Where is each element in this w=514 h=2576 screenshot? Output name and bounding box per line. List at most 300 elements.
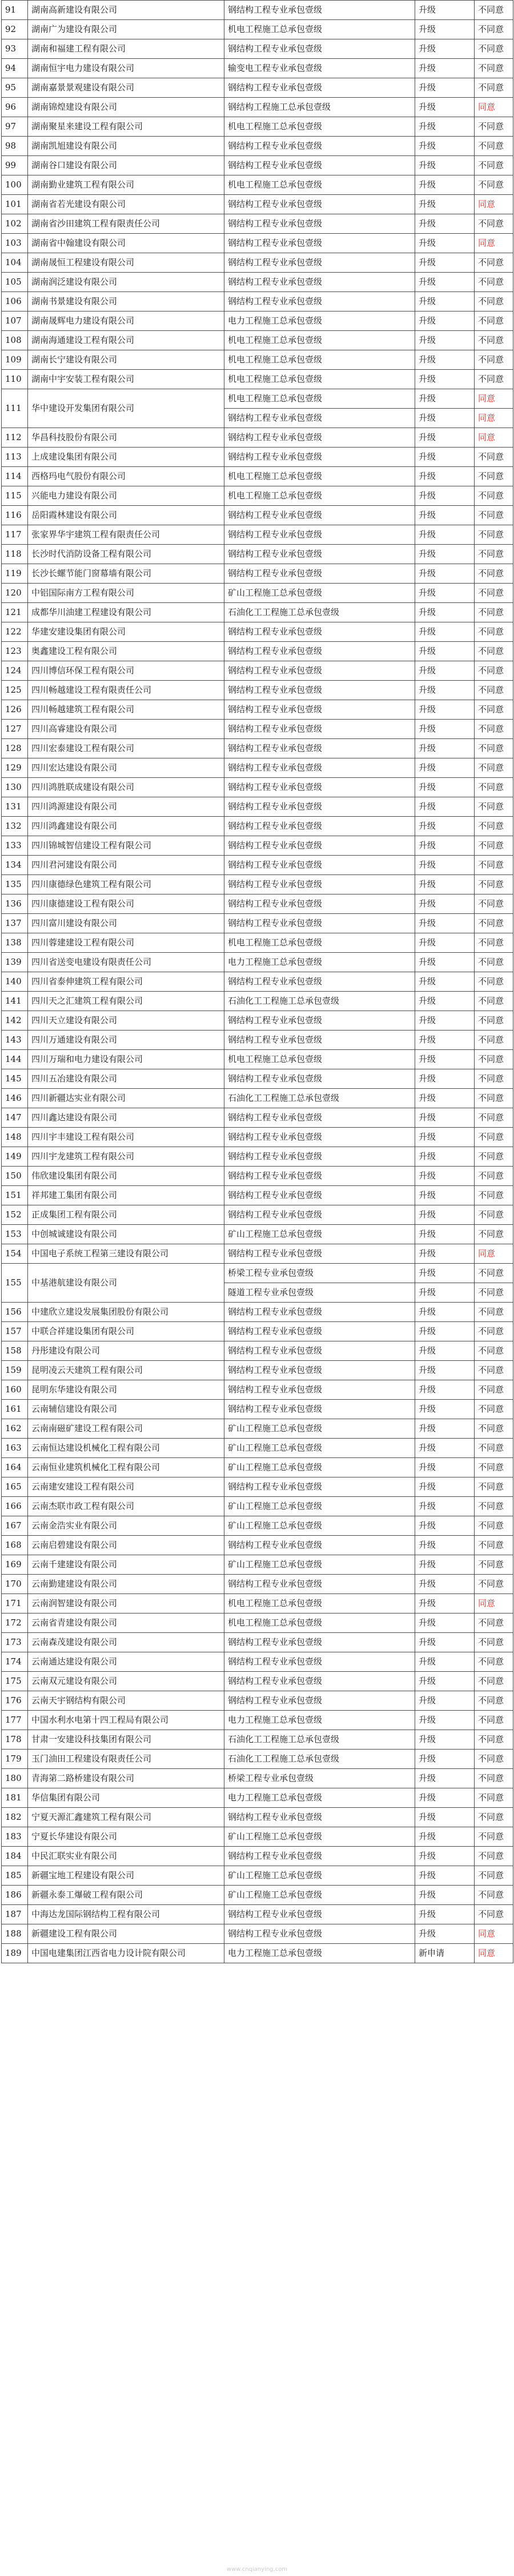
review-result: 不同意 [475, 214, 513, 234]
table-row [2, 1322, 513, 1341]
application-type: 升级 [415, 78, 475, 98]
qualification: 钢结构工程专业承包壹级 [224, 409, 415, 428]
qualification: 电力工程施工总承包壹级 [224, 1711, 415, 1730]
qualification: 钢结构工程专业承包壹级 [224, 253, 415, 273]
row-number: 185 [2, 1866, 28, 1886]
review-result: 不同意 [475, 1652, 513, 1672]
review-result: 不同意 [475, 292, 513, 311]
row-number: 162 [2, 1419, 28, 1439]
table-row [2, 78, 513, 98]
qualification: 矿山工程施工总承包壹级 [224, 584, 415, 603]
review-result: 不同意 [475, 1283, 513, 1303]
qualification: 矿山工程施工总承包壹级 [224, 1516, 415, 1536]
application-type: 升级 [415, 1672, 475, 1691]
row-number: 147 [2, 1108, 28, 1128]
company-name: 湖南谷口建设有限公司 [28, 156, 224, 175]
application-type: 升级 [415, 778, 475, 797]
application-type: 升级 [415, 817, 475, 836]
table-row [2, 20, 513, 39]
application-type: 升级 [415, 214, 475, 234]
review-result: 不同意 [475, 1089, 513, 1108]
application-type: 升级 [415, 1886, 475, 1905]
application-type: 升级 [415, 137, 475, 156]
table-row [2, 1924, 513, 1944]
application-type: 升级 [415, 545, 475, 564]
review-result: 不同意 [475, 59, 513, 78]
review-result: 不同意 [475, 1400, 513, 1419]
company-name: 湖南省沙田建筑工程有限责任公司 [28, 214, 224, 234]
qualification: 机电工程施工总承包壹级 [224, 1594, 415, 1614]
company-name: 湖南晟辉电力建设有限公司 [28, 311, 224, 331]
review-result: 不同意 [475, 1555, 513, 1575]
qualification: 钢结构工程专业承包壹级 [224, 661, 415, 681]
company-name: 湖南书景建设有限公司 [28, 292, 224, 311]
qualification: 钢结构工程专业承包壹级 [224, 1633, 415, 1652]
review-result: 不同意 [475, 331, 513, 350]
application-type: 升级 [415, 311, 475, 331]
qualification: 石油化工工程施工总承包壹级 [224, 992, 415, 1011]
qualification: 钢结构工程专业承包壹级 [224, 1186, 415, 1205]
qualification: 机电工程施工总承包壹级 [224, 350, 415, 370]
row-number: 184 [2, 1847, 28, 1866]
qualification: 钢结构工程专业承包壹级 [224, 1652, 415, 1672]
table-row [2, 1069, 513, 1089]
table-row [2, 1575, 513, 1594]
row-number: 97 [2, 117, 28, 137]
qualification: 机电工程施工总承包壹级 [224, 370, 415, 389]
qualification: 钢结构工程专业承包壹级 [224, 1361, 415, 1380]
table-row [2, 98, 513, 117]
company-name: 中铝国际南方工程有限公司 [28, 584, 224, 603]
company-name: 四川万通建设有限公司 [28, 1031, 224, 1050]
qualification: 钢结构工程专业承包壹级 [224, 1380, 415, 1400]
table-row [2, 661, 513, 681]
table-row [2, 117, 513, 137]
application-type: 升级 [415, 525, 475, 545]
company-name: 兴能电力建设有限公司 [28, 486, 224, 506]
qualification: 钢结构工程专业承包壹级 [224, 622, 415, 642]
application-type: 升级 [415, 992, 475, 1011]
table-row [2, 175, 513, 195]
application-type: 升级 [415, 1205, 475, 1225]
table-row [2, 1264, 513, 1283]
review-result: 不同意 [475, 1516, 513, 1536]
table-row [2, 1303, 513, 1322]
row-number: 132 [2, 817, 28, 836]
application-type: 升级 [415, 1497, 475, 1516]
results-sheet [1, 0, 513, 1963]
application-type: 升级 [415, 1322, 475, 1341]
application-type: 升级 [415, 1555, 475, 1575]
qualification: 钢结构工程施工总承包壹级 [224, 98, 415, 117]
company-name: 四川蓉建建设工程有限公司 [28, 933, 224, 953]
row-number: 142 [2, 1011, 28, 1031]
review-result: 不同意 [475, 622, 513, 642]
review-result: 不同意 [475, 1536, 513, 1555]
qualification: 电力工程施工总承包壹级 [224, 1788, 415, 1808]
application-type: 升级 [415, 661, 475, 681]
application-type: 升级 [415, 1167, 475, 1186]
qualification: 钢结构工程专业承包壹级 [224, 448, 415, 467]
qualification: 钢结构工程专业承包壹级 [224, 1011, 415, 1031]
application-type: 升级 [415, 389, 475, 409]
review-result: 不同意 [475, 137, 513, 156]
table-row [2, 778, 513, 797]
application-type: 升级 [415, 195, 475, 214]
review-result: 不同意 [475, 370, 513, 389]
table-row [2, 1750, 513, 1769]
table-row [2, 1847, 513, 1866]
qualification: 矿山工程施工总承包壹级 [224, 1419, 415, 1439]
application-type: 升级 [415, 622, 475, 642]
application-type: 升级 [415, 1069, 475, 1089]
qualification: 钢结构工程专业承包壹级 [224, 1, 415, 20]
table-row [2, 214, 513, 234]
company-name: 湖南润泛建设有限公司 [28, 273, 224, 292]
company-name: 湖南长宁建设有限公司 [28, 350, 224, 370]
qualification: 钢结构工程专业承包壹级 [224, 1575, 415, 1594]
review-result: 不同意 [475, 603, 513, 622]
row-number: 111 [2, 389, 28, 428]
table-row [2, 331, 513, 350]
qualification: 钢结构工程专业承包壹级 [224, 1341, 415, 1361]
application-type: 升级 [415, 1, 475, 20]
review-result: 不同意 [475, 1886, 513, 1905]
application-type: 升级 [415, 1089, 475, 1108]
row-number: 189 [2, 1944, 28, 1963]
row-number: 112 [2, 428, 28, 448]
application-type: 升级 [415, 1711, 475, 1730]
table-row [2, 1944, 513, 1963]
row-number: 100 [2, 175, 28, 195]
review-result: 不同意 [475, 1769, 513, 1788]
application-type: 升级 [415, 681, 475, 700]
application-type: 升级 [415, 914, 475, 933]
row-number: 116 [2, 506, 28, 525]
table-row [2, 137, 513, 156]
company-name: 中联合祥建设集团有限公司 [28, 1322, 224, 1341]
company-name: 青海第二路桥建设有限公司 [28, 1769, 224, 1788]
application-type: 升级 [415, 1439, 475, 1458]
table-row [2, 1341, 513, 1361]
review-result: 不同意 [475, 1905, 513, 1924]
row-number: 159 [2, 1361, 28, 1380]
company-name: 四川畅越建设工程有限责任公司 [28, 681, 224, 700]
company-name: 湖南省若光建设有限公司 [28, 195, 224, 214]
company-name: 四川天之汇建筑工程有限公司 [28, 992, 224, 1011]
company-name: 中创城诚建设有限公司 [28, 1225, 224, 1244]
company-name: 玉门油田工程建设有限责任公司 [28, 1750, 224, 1769]
table-row [2, 545, 513, 564]
row-number: 160 [2, 1380, 28, 1400]
qualification: 电力工程施工总承包壹级 [224, 953, 415, 972]
qualification: 钢结构工程专业承包壹级 [224, 856, 415, 875]
qualification: 钢结构工程专业承包壹级 [224, 1147, 415, 1167]
company-name: 中基港航建设有限公司 [28, 1264, 224, 1303]
review-result: 不同意 [475, 156, 513, 175]
company-name: 湖南广为建设有限公司 [28, 20, 224, 39]
row-number: 104 [2, 253, 28, 273]
application-type: 升级 [415, 39, 475, 59]
row-number: 167 [2, 1516, 28, 1536]
table-row [2, 1555, 513, 1575]
row-number: 146 [2, 1089, 28, 1108]
row-number: 136 [2, 894, 28, 914]
table-row [2, 59, 513, 78]
qualification: 钢结构工程专业承包壹级 [224, 1536, 415, 1555]
row-number: 177 [2, 1711, 28, 1730]
table-row [2, 253, 513, 273]
table-row [2, 914, 513, 933]
qualification: 钢结构工程专业承包壹级 [224, 1031, 415, 1050]
row-number: 106 [2, 292, 28, 311]
review-result: 不同意 [475, 1167, 513, 1186]
application-type: 升级 [415, 1905, 475, 1924]
qualification: 机电工程施工总承包壹级 [224, 1050, 415, 1069]
application-type: 升级 [415, 273, 475, 292]
qualification: 桥梁工程专业承包壹级 [224, 1769, 415, 1788]
company-name: 云南千建建设有限公司 [28, 1555, 224, 1575]
application-type: 升级 [415, 1031, 475, 1050]
company-name: 昆明东华建设有限公司 [28, 1380, 224, 1400]
application-type: 升级 [415, 1808, 475, 1827]
row-number: 131 [2, 797, 28, 817]
application-type: 升级 [415, 486, 475, 506]
review-result: 不同意 [475, 1186, 513, 1205]
company-name: 四川博信环保工程有限公司 [28, 661, 224, 681]
row-number: 96 [2, 98, 28, 117]
row-number: 180 [2, 1769, 28, 1788]
company-name: 成都华川油建工程建设有限公司 [28, 603, 224, 622]
row-number: 145 [2, 1069, 28, 1089]
application-type: 升级 [415, 506, 475, 525]
row-number: 126 [2, 700, 28, 720]
application-type: 升级 [415, 117, 475, 137]
company-name: 四川新疆达实业有限公司 [28, 1089, 224, 1108]
review-result: 同意 [475, 409, 513, 428]
row-number: 187 [2, 1905, 28, 1924]
company-name: 云南省青建设有限公司 [28, 1614, 224, 1633]
qualification: 钢结构工程专业承包壹级 [224, 1691, 415, 1711]
table-row [2, 1614, 513, 1633]
row-number: 141 [2, 992, 28, 1011]
review-result: 不同意 [475, 1264, 513, 1283]
review-result: 不同意 [475, 933, 513, 953]
application-type: 升级 [415, 1866, 475, 1886]
application-type: 升级 [415, 933, 475, 953]
qualification: 机电工程施工总承包壹级 [224, 486, 415, 506]
table-row [2, 700, 513, 720]
qualification: 电力工程施工总承包壹级 [224, 1944, 415, 1963]
row-number: 91 [2, 1, 28, 20]
review-result: 不同意 [475, 584, 513, 603]
row-number: 157 [2, 1322, 28, 1341]
company-name: 湖南中宇安装工程有限公司 [28, 370, 224, 389]
row-number: 98 [2, 137, 28, 156]
row-number: 170 [2, 1575, 28, 1594]
review-result: 不同意 [475, 1672, 513, 1691]
qualification: 机电工程施工总承包壹级 [224, 175, 415, 195]
qualification: 钢结构工程专业承包壹级 [224, 681, 415, 700]
row-number: 121 [2, 603, 28, 622]
application-type: 升级 [415, 1477, 475, 1497]
review-result: 不同意 [475, 273, 513, 292]
review-result: 不同意 [475, 1050, 513, 1069]
row-number: 176 [2, 1691, 28, 1711]
table-row [2, 1477, 513, 1497]
application-type: 升级 [415, 1128, 475, 1147]
company-name: 云南辅信建设有限公司 [28, 1400, 224, 1419]
review-result: 不同意 [475, 1847, 513, 1866]
review-result: 同意 [475, 428, 513, 448]
company-name: 云南恒达建设机械化工程有限公司 [28, 1439, 224, 1458]
company-name: 中国水利水电第十四工程局有限公司 [28, 1711, 224, 1730]
row-number: 119 [2, 564, 28, 584]
application-type: 升级 [415, 1380, 475, 1400]
row-number: 152 [2, 1205, 28, 1225]
company-name: 云南天宇钢结构有限公司 [28, 1691, 224, 1711]
table-row [2, 1361, 513, 1380]
application-type: 升级 [415, 428, 475, 448]
qualification: 钢结构工程专业承包壹级 [224, 758, 415, 778]
review-result: 不同意 [475, 1361, 513, 1380]
table-row [2, 1380, 513, 1400]
review-result: 不同意 [475, 545, 513, 564]
table-row [2, 1031, 513, 1050]
qualification: 输变电工程专业承包壹级 [224, 59, 415, 78]
table-row [2, 1711, 513, 1730]
company-name: 四川康德绿色建筑工程有限公司 [28, 875, 224, 894]
table-row [2, 1108, 513, 1128]
row-number: 122 [2, 622, 28, 642]
application-type: 升级 [415, 953, 475, 972]
qualification: 钢结构工程专业承包壹级 [224, 195, 415, 214]
row-number: 169 [2, 1555, 28, 1575]
qualification: 钢结构工程专业承包壹级 [224, 972, 415, 992]
review-result: 不同意 [475, 914, 513, 933]
qualification: 钢结构工程专业承包壹级 [224, 273, 415, 292]
table-row [2, 1089, 513, 1108]
qualification: 钢结构工程专业承包壹级 [224, 1167, 415, 1186]
application-type: 升级 [415, 1458, 475, 1477]
review-result: 不同意 [475, 836, 513, 856]
application-type: 升级 [415, 253, 475, 273]
application-type: 新申请 [415, 1944, 475, 1963]
company-name: 云南森茂建设有限公司 [28, 1633, 224, 1652]
company-name: 新疆永泰工爆破工程有限公司 [28, 1886, 224, 1905]
company-name: 云南恒业建筑机械化工程有限公司 [28, 1458, 224, 1477]
row-number: 117 [2, 525, 28, 545]
company-name: 四川宇龙建筑工程有限公司 [28, 1147, 224, 1167]
company-name: 中民汇联实业有限公司 [28, 1847, 224, 1866]
row-number: 92 [2, 20, 28, 39]
application-type: 升级 [415, 1827, 475, 1847]
row-number: 153 [2, 1225, 28, 1244]
table-row [2, 720, 513, 739]
company-name: 西格玛电气股份有限公司 [28, 467, 224, 486]
table-row [2, 1594, 513, 1614]
table-row [2, 856, 513, 875]
table-row [2, 1536, 513, 1555]
row-number: 172 [2, 1614, 28, 1633]
table-body [2, 1, 513, 1963]
qualification: 钢结构工程专业承包壹级 [224, 137, 415, 156]
application-type: 升级 [415, 1769, 475, 1788]
application-type: 升级 [415, 1283, 475, 1303]
review-result: 不同意 [475, 681, 513, 700]
table-row [2, 525, 513, 545]
table-row [2, 1050, 513, 1069]
row-number: 163 [2, 1439, 28, 1458]
qualification: 矿山工程施工总承包壹级 [224, 1225, 415, 1244]
row-number: 105 [2, 273, 28, 292]
table-row [2, 1, 513, 20]
company-name: 伟欣建设集团有限公司 [28, 1167, 224, 1186]
application-type: 升级 [415, 1594, 475, 1614]
qualification: 钢结构工程专业承包壹级 [224, 739, 415, 758]
company-name: 湖南凯旭建设有限公司 [28, 137, 224, 156]
table-row [2, 1186, 513, 1205]
application-type: 升级 [415, 331, 475, 350]
company-name: 云南南磁矿建设工程有限公司 [28, 1419, 224, 1439]
qualification: 钢结构工程专业承包壹级 [224, 817, 415, 836]
company-name: 四川天立建设有限公司 [28, 1011, 224, 1031]
table-row [2, 389, 513, 409]
review-result: 不同意 [475, 953, 513, 972]
qualification: 钢结构工程专业承包壹级 [224, 39, 415, 59]
company-name: 四川省泰伸建筑工程有限公司 [28, 972, 224, 992]
qualification: 钢结构工程专业承包壹级 [224, 428, 415, 448]
row-number: 183 [2, 1827, 28, 1847]
row-number: 143 [2, 1031, 28, 1050]
company-name: 新疆宝地工程建设有限公司 [28, 1866, 224, 1886]
table-row [2, 584, 513, 603]
table-row [2, 311, 513, 331]
company-name: 湖南勤业建筑工程有限公司 [28, 175, 224, 195]
application-type: 升级 [415, 1244, 475, 1264]
review-result: 不同意 [475, 78, 513, 98]
review-result: 不同意 [475, 1458, 513, 1477]
row-number: 129 [2, 758, 28, 778]
review-result: 不同意 [475, 1205, 513, 1225]
qualification: 钢结构工程专业承包壹级 [224, 234, 415, 253]
qualification: 钢结构工程专业承包壹级 [224, 1400, 415, 1419]
row-number: 102 [2, 214, 28, 234]
company-name: 四川高睿建设有限公司 [28, 720, 224, 739]
table-row [2, 234, 513, 253]
review-result: 同意 [475, 1594, 513, 1614]
qualification: 钢结构工程专业承包壹级 [224, 1069, 415, 1089]
review-result: 不同意 [475, 1750, 513, 1769]
review-result: 不同意 [475, 467, 513, 486]
review-result: 不同意 [475, 797, 513, 817]
review-result: 不同意 [475, 486, 513, 506]
review-result: 不同意 [475, 661, 513, 681]
table-row [2, 1400, 513, 1419]
company-name: 四川鸿鑫建设有限公司 [28, 817, 224, 836]
row-number: 124 [2, 661, 28, 681]
application-type: 升级 [415, 720, 475, 739]
row-number: 107 [2, 311, 28, 331]
qualification: 石油化工工程施工总承包壹级 [224, 1089, 415, 1108]
table-row [2, 1497, 513, 1516]
application-type: 升级 [415, 642, 475, 661]
row-number: 144 [2, 1050, 28, 1069]
qualification: 石油化工工程施工总承包壹级 [224, 1750, 415, 1769]
company-name: 云南双元建设有限公司 [28, 1672, 224, 1691]
company-name: 四川鑫达建设有限公司 [28, 1108, 224, 1128]
application-type: 升级 [415, 370, 475, 389]
